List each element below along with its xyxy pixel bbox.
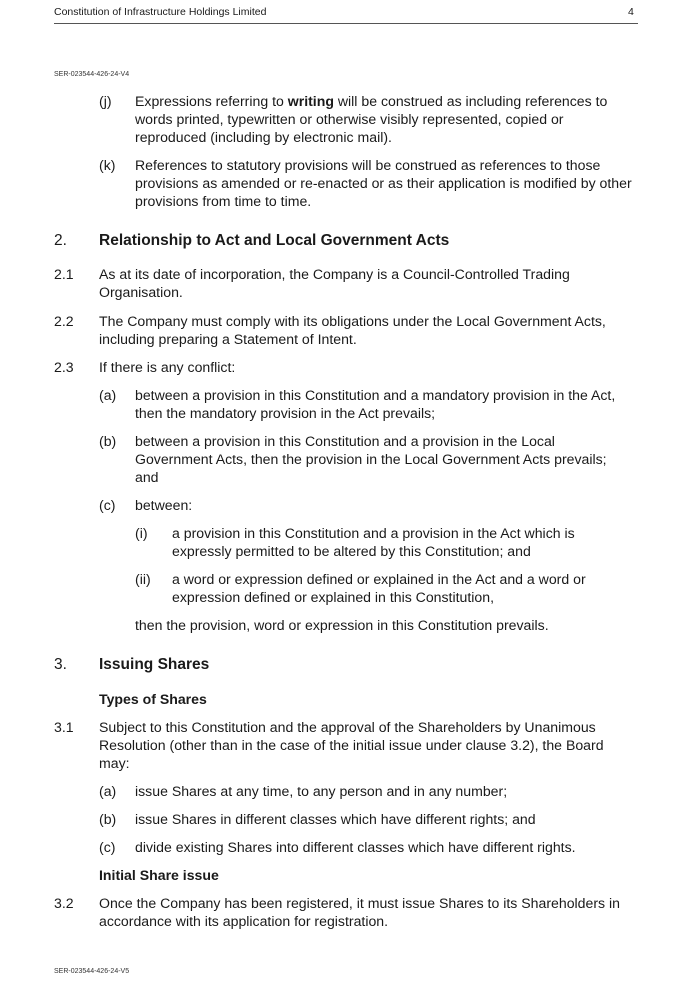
clause-3-1-number: 3.1 xyxy=(54,719,74,735)
clause-2-2-number: 2.2 xyxy=(54,313,74,329)
item-text-j xyxy=(135,92,635,146)
clause-2-3-a-text: between a provision in this Constitution and a mandatory provision in the Act, then the mandatory provision in the Act prevails; xyxy=(135,387,616,421)
clause-3-1-a-text: issue Shares at any time, to any person and in any number; xyxy=(135,783,508,799)
clause-2-3-c-ii-text: a word or expression defined or explained in the Act and a word or expression defined or explained in this Constitution, xyxy=(172,571,586,605)
document-reference-top: SER-023544-426-24-V4 xyxy=(54,71,130,78)
item-text-j-pre: Expressions referring to xyxy=(135,93,288,109)
section-2-number: 2. xyxy=(54,232,67,249)
running-header-title: Constitution of Infrastructure Holdings Limited xyxy=(54,6,267,18)
header-divider xyxy=(54,23,638,24)
clause-2-3-text: If there is any conflict: xyxy=(99,359,236,375)
subheading-initial-share-issue: Initial Share issue xyxy=(99,867,219,883)
item-text-k: References to statutory provisions will be construed as references to those provisions as amended or re-enacted or as their application is modified by other provisions from time to time. xyxy=(135,157,632,209)
page-number: 4 xyxy=(628,6,634,18)
clause-2-3-a-label: (a) xyxy=(99,387,117,403)
section-3-title: Issuing Shares xyxy=(99,656,210,673)
clause-2-3-c-ii-label: (ii) xyxy=(135,571,151,587)
section-3-number: 3. xyxy=(54,656,67,673)
section-2-title: Relationship to Act and Local Government Acts xyxy=(99,232,450,249)
item-text-j-post: will be construed as including references to words printed, typewritten or otherwise visibly represented, copied or reproduced (including by electronic mail). xyxy=(135,93,608,145)
clause-2-1-number: 2.1 xyxy=(54,266,74,282)
clause-3-1-text: Subject to this Constitution and the approval of the Shareholders by Unanimous Resolution (other than in the case of the initial issue under clause 3.2), the Board may: xyxy=(99,719,604,771)
clause-3-2-number: 3.2 xyxy=(54,895,74,911)
clause-2-3-c-i-label: (i) xyxy=(135,525,148,541)
clause-2-3-b-text: between a provision in this Constitution and a provision in the Local Government Acts, then the provision in the Local Government Acts prevails; and xyxy=(135,433,607,485)
clause-2-3-c-i-text: a provision in this Constitution and a provision in the Act which is expressly permitted to be altered by this Constitution; and xyxy=(172,525,575,559)
clause-3-2-text: Once the Company has been registered, it must issue Shares to its Shareholders in accordance with its application for registration. xyxy=(99,895,620,929)
clause-2-3-number: 2.3 xyxy=(54,359,74,375)
clause-2-1-text: As at its date of incorporation, the Company is a Council-Controlled Trading Organisation. xyxy=(99,266,570,300)
clause-3-1-c-text: divide existing Shares into different classes which have different rights. xyxy=(135,839,576,855)
clause-2-3-b-label: (b) xyxy=(99,433,117,449)
clause-2-3-conclusion: then the provision, word or expression in this Constitution prevails. xyxy=(135,617,549,633)
clause-2-3-c-text: between: xyxy=(135,497,193,513)
defined-term-writing: writing xyxy=(287,93,334,109)
item-label-k: (k) xyxy=(99,157,116,173)
item-label-j: (j) xyxy=(99,93,112,109)
clause-2-3-c-label: (c) xyxy=(99,497,116,513)
clause-3-1-b-text: issue Shares in different classes which have different rights; and xyxy=(135,811,536,827)
clause-3-1-b-label: (b) xyxy=(99,811,117,827)
clause-3-1-c-label: (c) xyxy=(99,839,116,855)
document-reference-bottom: SER-023544-426-24-V5 xyxy=(54,968,130,975)
clause-3-1-a-label: (a) xyxy=(99,783,117,799)
clause-2-2-text: The Company must comply with its obligations under the Local Government Acts, including preparing a Statement of Intent. xyxy=(99,313,606,347)
subheading-types-of-shares: Types of Shares xyxy=(99,691,207,707)
